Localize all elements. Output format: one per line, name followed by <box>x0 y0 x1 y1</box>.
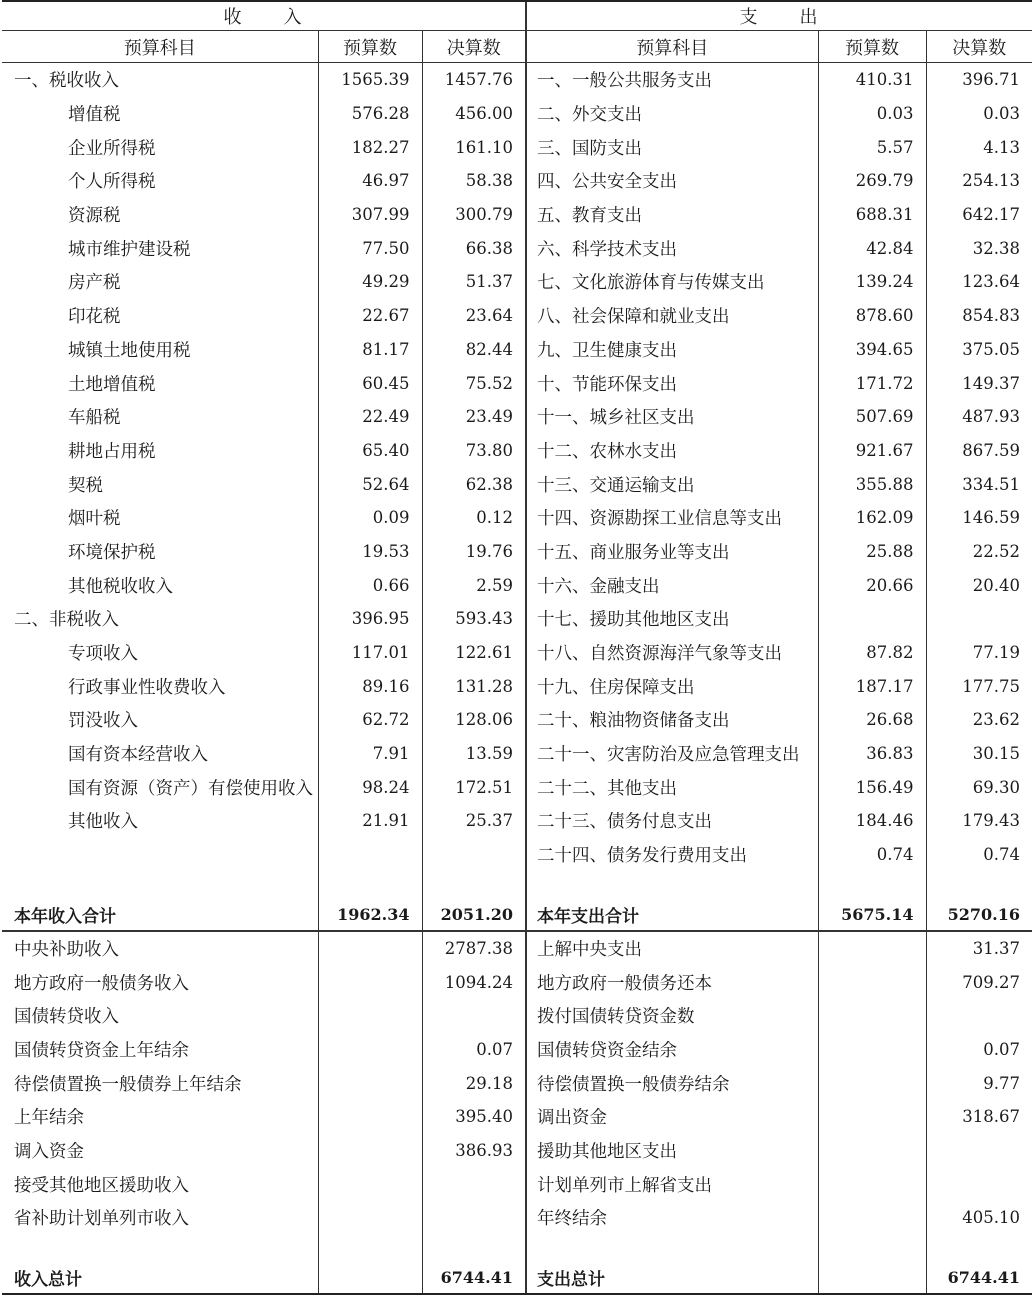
income-final-value: 51.37 <box>422 265 526 299</box>
income-final-value <box>422 999 526 1033</box>
income-budget-value <box>318 1167 422 1201</box>
income-subject: 其他收入 <box>68 812 138 833</box>
income-final-value: 82.44 <box>422 333 526 367</box>
income-final-value: 128.06 <box>422 703 526 737</box>
expense-subject: 本年支出合计 <box>526 899 818 931</box>
expense-subject: 调出资金 <box>526 1100 818 1134</box>
income-budget-value <box>318 1201 422 1235</box>
income-final-value: 6744.41 <box>422 1262 526 1294</box>
grand-total-row <box>2 1262 1032 1294</box>
income-budget-value <box>318 999 422 1033</box>
expense-final-value: 23.62 <box>926 703 1032 737</box>
expense-final-value: 4.13 <box>926 130 1032 164</box>
expense-subject: 十一、城乡社区支出 <box>526 400 818 434</box>
empty-cell <box>526 872 818 899</box>
income-final-value <box>422 1167 526 1201</box>
expense-subject: 十五、商业服务业等支出 <box>526 535 818 569</box>
income-final-value: 131.28 <box>422 669 526 703</box>
income-budget-value: 1565.39 <box>318 63 422 97</box>
expense-budget-value: 139.24 <box>818 265 926 299</box>
income-final-value: 395.40 <box>422 1100 526 1134</box>
income-budget-value <box>318 965 422 999</box>
income-budget-value: 307.99 <box>318 198 422 232</box>
empty-cell <box>818 1235 926 1262</box>
expense-budget-value <box>818 1066 926 1100</box>
income-final-value: 2051.20 <box>422 899 526 931</box>
expense-subject: 拨付国债转贷资金数 <box>526 999 818 1033</box>
table-row <box>2 931 1032 966</box>
income-final-value: 75.52 <box>422 366 526 400</box>
transfer-rows <box>2 931 1032 1294</box>
table-row <box>2 366 1032 400</box>
expense-budget-value: 26.68 <box>818 703 926 737</box>
expense-budget-value <box>818 1100 926 1134</box>
income-budget-value: 89.16 <box>318 669 422 703</box>
expense-budget-value: 184.46 <box>818 804 926 838</box>
table-row <box>2 1167 1032 1201</box>
income-final-value: 25.37 <box>422 804 526 838</box>
expense-subject: 二十、粮油物资储备支出 <box>526 703 818 737</box>
table-row <box>2 999 1032 1033</box>
expense-final-header: 决算数 <box>926 31 1032 63</box>
expense-subject: 国债转贷资金结余 <box>526 1033 818 1067</box>
table-row <box>2 1100 1032 1134</box>
column-header-row <box>2 31 1032 63</box>
income-budget-value: 0.66 <box>318 568 422 602</box>
income-budget-value: 19.53 <box>318 535 422 569</box>
expense-final-value: 179.43 <box>926 804 1032 838</box>
empty-cell <box>818 872 926 899</box>
expense-subject: 十二、农林水支出 <box>526 434 818 468</box>
expense-budget-value: 921.67 <box>818 434 926 468</box>
table-row <box>2 198 1032 232</box>
table-row <box>2 804 1032 838</box>
income-subject: 环境保护税 <box>68 542 156 563</box>
expense-budget-value <box>818 1134 926 1168</box>
expense-budget-value: 688.31 <box>818 198 926 232</box>
income-budget-value: 396.95 <box>318 602 422 636</box>
table-row <box>2 568 1032 602</box>
expense-subject: 援助其他地区支出 <box>526 1134 818 1168</box>
year-total-row <box>2 899 1032 931</box>
income-final-value <box>422 1201 526 1235</box>
expense-final-value: 177.75 <box>926 669 1032 703</box>
income-final-header: 决算数 <box>422 31 526 63</box>
expense-final-value: 77.19 <box>926 636 1032 670</box>
income-final-value: 73.80 <box>422 434 526 468</box>
table-row <box>2 130 1032 164</box>
expense-budget-value <box>818 1262 926 1294</box>
table-row <box>2 1066 1032 1100</box>
income-subject: 企业所得税 <box>68 138 156 159</box>
expense-subject: 十九、住房保障支出 <box>526 669 818 703</box>
income-budget-value: 49.29 <box>318 265 422 299</box>
income-subject: 调入资金 <box>14 1141 84 1162</box>
table-row <box>2 97 1032 131</box>
empty-cell <box>526 1235 818 1262</box>
income-subject: 接受其他地区援助收入 <box>14 1175 189 1196</box>
expense-final-value: 69.30 <box>926 770 1032 804</box>
income-subject: 个人所得税 <box>68 172 156 193</box>
empty-cell <box>2 872 318 899</box>
income-final-value <box>422 838 526 872</box>
expense-budget-value: 5675.14 <box>818 899 926 931</box>
income-subject: 中央补助收入 <box>14 939 119 960</box>
expense-final-value: 487.93 <box>926 400 1032 434</box>
income-subject <box>2 838 318 872</box>
income-subject: 烟叶税 <box>68 509 121 530</box>
expense-final-value: 375.05 <box>926 333 1032 367</box>
income-subject: 城镇土地使用税 <box>68 340 191 361</box>
expense-subject: 计划单列市上解省支出 <box>526 1167 818 1201</box>
table-row <box>2 63 1032 97</box>
income-final-value: 13.59 <box>422 737 526 771</box>
income-budget-value: 52.64 <box>318 467 422 501</box>
table-row <box>2 1201 1032 1235</box>
expense-final-value: 0.74 <box>926 838 1032 872</box>
income-final-value: 161.10 <box>422 130 526 164</box>
expense-final-value: 396.71 <box>926 63 1032 97</box>
expense-subject: 九、卫生健康支出 <box>526 333 818 367</box>
income-budget-value: 1962.34 <box>318 899 422 931</box>
expense-subject-header: 预算科目 <box>526 31 818 63</box>
expense-final-value: 146.59 <box>926 501 1032 535</box>
expense-budget-value: 878.60 <box>818 299 926 333</box>
income-final-value: 2787.38 <box>422 931 526 966</box>
expense-subject: 二十二、其他支出 <box>526 770 818 804</box>
table-row <box>2 265 1032 299</box>
income-subject: 房产税 <box>68 273 121 294</box>
table-row <box>2 333 1032 367</box>
expense-budget-value: 5.57 <box>818 130 926 164</box>
expense-budget-value <box>818 1167 926 1201</box>
expense-subject: 十八、自然资源海洋气象等支出 <box>526 636 818 670</box>
income-final-value: 456.00 <box>422 97 526 131</box>
expense-budget-value: 507.69 <box>818 400 926 434</box>
income-final-value: 0.12 <box>422 501 526 535</box>
table-row <box>2 737 1032 771</box>
expense-final-value: 22.52 <box>926 535 1032 569</box>
table-row <box>2 164 1032 198</box>
expense-final-value: 405.10 <box>926 1201 1032 1235</box>
empty-cell <box>422 872 526 899</box>
income-subject: 一、税收收入 <box>14 71 119 92</box>
income-budget-value <box>318 838 422 872</box>
empty-cell <box>318 872 422 899</box>
income-final-value: 122.61 <box>422 636 526 670</box>
table-row <box>2 602 1032 636</box>
income-final-value: 172.51 <box>422 770 526 804</box>
income-subject: 资源税 <box>68 206 121 227</box>
expense-budget-value: 269.79 <box>818 164 926 198</box>
table-row <box>2 299 1032 333</box>
expense-budget-value: 25.88 <box>818 535 926 569</box>
budget-table <box>2 0 1032 1295</box>
expense-subject: 三、国防支出 <box>526 130 818 164</box>
expense-budget-value: 410.31 <box>818 63 926 97</box>
income-budget-value: 98.24 <box>318 770 422 804</box>
expense-final-value: 31.37 <box>926 931 1032 966</box>
expense-final-value: 854.83 <box>926 299 1032 333</box>
empty-cell <box>926 1235 1032 1262</box>
expense-group-header: 支 出 <box>526 1 1032 31</box>
expense-subject: 十七、援助其他地区支出 <box>526 602 818 636</box>
expense-final-value: 709.27 <box>926 965 1032 999</box>
table-row <box>2 1033 1032 1067</box>
expense-subject: 六、科学技术支出 <box>526 231 818 265</box>
income-subject: 上年结余 <box>14 1108 84 1129</box>
table-row <box>2 703 1032 737</box>
income-subject: 印花税 <box>68 307 121 328</box>
expense-budget-value: 0.74 <box>818 838 926 872</box>
expense-final-value: 0.07 <box>926 1033 1032 1067</box>
income-subject: 罚没收入 <box>68 711 138 732</box>
income-subject: 国债转贷收入 <box>14 1007 119 1028</box>
income-budget-value <box>318 1066 422 1100</box>
income-final-value: 23.64 <box>422 299 526 333</box>
expense-subject: 五、教育支出 <box>526 198 818 232</box>
income-subject: 省补助计划单列市收入 <box>14 1209 189 1230</box>
income-final-value: 62.38 <box>422 467 526 501</box>
expense-budget-value <box>818 1201 926 1235</box>
expense-budget-value: 87.82 <box>818 636 926 670</box>
income-budget-value: 182.27 <box>318 130 422 164</box>
expense-final-value <box>926 999 1032 1033</box>
expense-final-value: 30.15 <box>926 737 1032 771</box>
table-row <box>2 467 1032 501</box>
expense-final-value: 123.64 <box>926 265 1032 299</box>
expense-budget-value: 187.17 <box>818 669 926 703</box>
income-budget-header: 预算数 <box>318 31 422 63</box>
income-subject: 契税 <box>68 475 103 496</box>
income-budget-value <box>318 1033 422 1067</box>
income-subject: 收入总计 <box>2 1262 318 1294</box>
expense-final-value: 5270.16 <box>926 899 1032 931</box>
expense-subject: 十、节能环保支出 <box>526 366 818 400</box>
empty-cell <box>422 1235 526 1262</box>
income-subject-header: 预算科目 <box>2 31 318 63</box>
income-subject: 国有资源（资产）有偿使用收入 <box>68 778 313 799</box>
income-subject: 国有资本经营收入 <box>68 745 208 766</box>
income-budget-value: 576.28 <box>318 97 422 131</box>
income-final-value: 29.18 <box>422 1066 526 1100</box>
income-budget-value: 65.40 <box>318 434 422 468</box>
expense-subject: 一、一般公共服务支出 <box>526 63 818 97</box>
income-final-value: 23.49 <box>422 400 526 434</box>
income-final-value: 300.79 <box>422 198 526 232</box>
income-budget-value: 77.50 <box>318 231 422 265</box>
group-header-row <box>2 1 1032 31</box>
table-row <box>2 838 1032 872</box>
income-subject: 国债转贷资金上年结余 <box>14 1040 189 1061</box>
expense-final-value: 642.17 <box>926 198 1032 232</box>
expense-final-value: 867.59 <box>926 434 1032 468</box>
income-subject: 地方政府一般债务收入 <box>14 973 189 994</box>
expense-budget-value: 162.09 <box>818 501 926 535</box>
income-subject: 增值税 <box>68 105 121 126</box>
table-row <box>2 501 1032 535</box>
income-subject: 专项收入 <box>68 644 138 665</box>
income-budget-value: 22.67 <box>318 299 422 333</box>
income-budget-value <box>318 1100 422 1134</box>
expense-subject: 上解中央支出 <box>526 931 818 966</box>
spacer-row <box>2 872 1032 899</box>
expense-budget-value: 36.83 <box>818 737 926 771</box>
expense-final-value: 20.40 <box>926 568 1032 602</box>
income-subject: 耕地占用税 <box>68 441 156 462</box>
expense-subject: 二、外交支出 <box>526 97 818 131</box>
empty-cell <box>926 872 1032 899</box>
income-final-value: 593.43 <box>422 602 526 636</box>
expense-budget-value <box>818 931 926 966</box>
income-subject: 土地增值税 <box>68 374 156 395</box>
expense-subject: 八、社会保障和就业支出 <box>526 299 818 333</box>
income-budget-value: 60.45 <box>318 366 422 400</box>
income-final-value: 0.07 <box>422 1033 526 1067</box>
income-subject: 二、非税收入 <box>14 610 119 631</box>
table-row <box>2 636 1032 670</box>
expense-budget-value <box>818 602 926 636</box>
income-subject: 其他税收收入 <box>68 576 173 597</box>
expense-final-value: 318.67 <box>926 1100 1032 1134</box>
expense-final-value: 32.38 <box>926 231 1032 265</box>
income-final-value: 2.59 <box>422 568 526 602</box>
income-budget-value: 7.91 <box>318 737 422 771</box>
expense-subject: 地方政府一般债务还本 <box>526 965 818 999</box>
income-budget-value: 21.91 <box>318 804 422 838</box>
income-budget-value <box>318 1262 422 1294</box>
expense-subject: 年终结余 <box>526 1201 818 1235</box>
income-subject: 行政事业性收费收入 <box>68 677 226 698</box>
income-budget-value: 22.49 <box>318 400 422 434</box>
income-final-value: 386.93 <box>422 1134 526 1168</box>
expense-final-value <box>926 1134 1032 1168</box>
expense-final-value: 9.77 <box>926 1066 1032 1100</box>
income-final-value: 66.38 <box>422 231 526 265</box>
income-budget-value: 81.17 <box>318 333 422 367</box>
expense-final-value: 334.51 <box>926 467 1032 501</box>
empty-cell <box>2 1235 318 1262</box>
expense-final-value <box>926 602 1032 636</box>
income-budget-value: 117.01 <box>318 636 422 670</box>
expense-final-value <box>926 1167 1032 1201</box>
expense-budget-header: 预算数 <box>818 31 926 63</box>
expense-budget-value: 156.49 <box>818 770 926 804</box>
income-subject: 城市维护建设税 <box>68 239 191 260</box>
expense-final-value: 149.37 <box>926 366 1032 400</box>
table-row <box>2 770 1032 804</box>
income-final-value: 19.76 <box>422 535 526 569</box>
expense-subject: 四、公共安全支出 <box>526 164 818 198</box>
income-subject: 本年收入合计 <box>2 899 318 931</box>
table-row <box>2 1134 1032 1168</box>
expense-budget-value: 20.66 <box>818 568 926 602</box>
empty-cell <box>318 1235 422 1262</box>
income-group-header: 收 入 <box>2 1 526 31</box>
table-row <box>2 535 1032 569</box>
income-subject: 车船税 <box>68 408 121 429</box>
expense-subject: 十三、交通运输支出 <box>526 467 818 501</box>
expense-final-value: 254.13 <box>926 164 1032 198</box>
table-row <box>2 434 1032 468</box>
income-budget-value: 46.97 <box>318 164 422 198</box>
expense-subject: 七、文化旅游体育与传媒支出 <box>526 265 818 299</box>
expense-subject: 二十一、灾害防治及应急管理支出 <box>526 737 818 771</box>
table-row <box>2 400 1032 434</box>
table-row <box>2 669 1032 703</box>
income-budget-value <box>318 931 422 966</box>
expense-subject: 二十三、债务付息支出 <box>526 804 818 838</box>
expense-subject: 十六、金融支出 <box>526 568 818 602</box>
income-budget-value: 62.72 <box>318 703 422 737</box>
table-row <box>2 965 1032 999</box>
expense-budget-value: 0.03 <box>818 97 926 131</box>
expense-budget-value: 355.88 <box>818 467 926 501</box>
income-subject: 待偿债置换一般债券上年结余 <box>14 1074 242 1095</box>
expense-final-value: 0.03 <box>926 97 1032 131</box>
expense-budget-value <box>818 999 926 1033</box>
expense-budget-value: 42.84 <box>818 231 926 265</box>
income-final-value: 58.38 <box>422 164 526 198</box>
expense-final-value: 6744.41 <box>926 1262 1032 1294</box>
spacer-row <box>2 1235 1032 1262</box>
expense-budget-value <box>818 965 926 999</box>
expense-budget-value: 394.65 <box>818 333 926 367</box>
income-final-value: 1094.24 <box>422 965 526 999</box>
expense-subject: 待偿债置换一般债券结余 <box>526 1066 818 1100</box>
table-row <box>2 231 1032 265</box>
expense-budget-value <box>818 1033 926 1067</box>
expense-subject: 二十四、债务发行费用支出 <box>526 838 818 872</box>
main-rows <box>2 63 1032 931</box>
expense-budget-value: 171.72 <box>818 366 926 400</box>
income-final-value: 1457.76 <box>422 63 526 97</box>
expense-subject: 支出总计 <box>526 1262 818 1294</box>
income-budget-value <box>318 1134 422 1168</box>
income-budget-value: 0.09 <box>318 501 422 535</box>
expense-subject: 十四、资源勘探工业信息等支出 <box>526 501 818 535</box>
